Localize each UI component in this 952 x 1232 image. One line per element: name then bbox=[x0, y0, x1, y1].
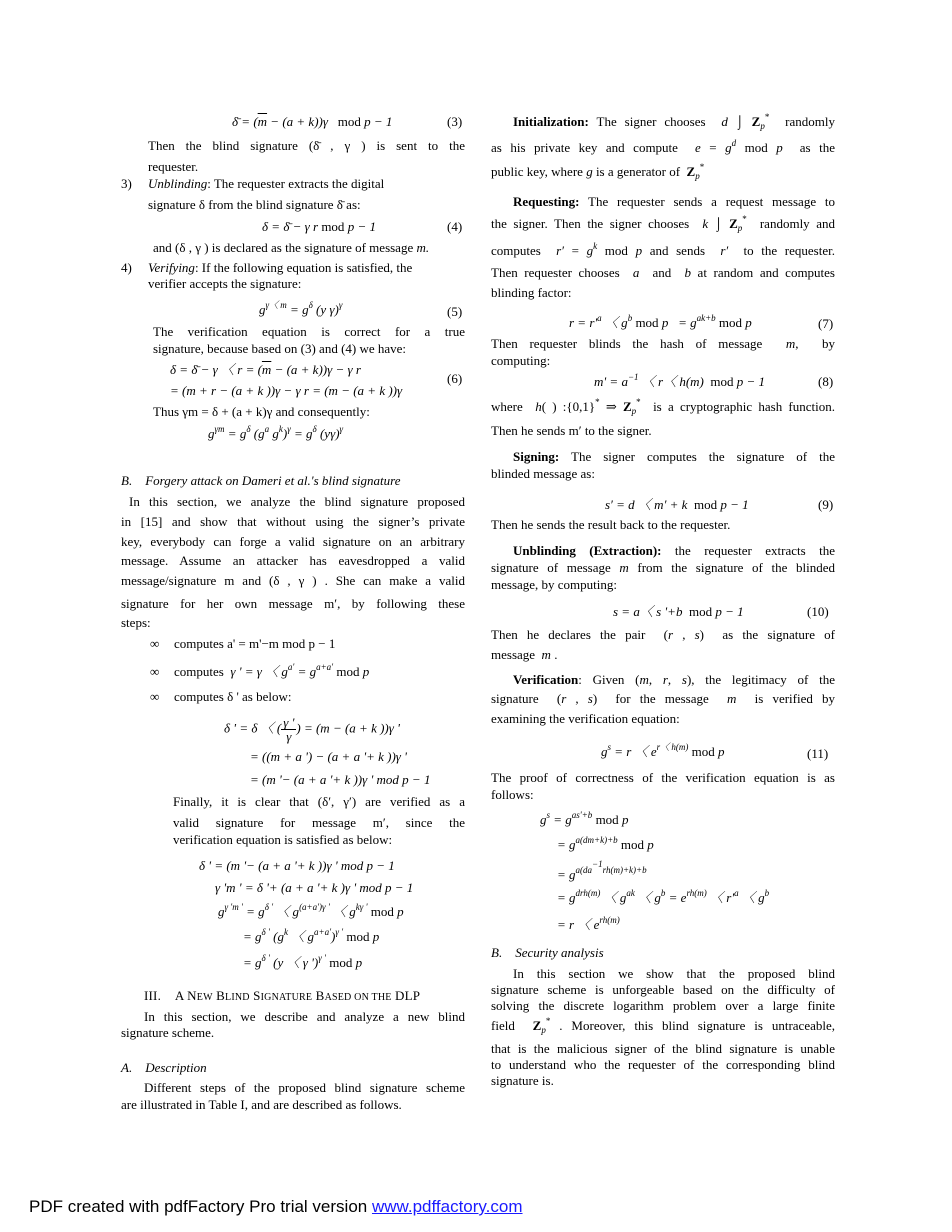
text-line: to understand who the requester of the corresponding blind bbox=[491, 1057, 835, 1072]
text-line: message/signature m and (δ , γ ) . She can make a valid bbox=[121, 573, 465, 588]
text-line: The proof of correctness of the verification equation is as bbox=[491, 770, 835, 785]
footer-text: PDF created with pdfFactory Pro trial version bbox=[29, 1197, 372, 1216]
equation-8: $m' = a^{-1}$ 〈 r〈 h(m) mod p − 1 bbox=[594, 372, 766, 389]
text-line: the requester extracts the bbox=[661, 543, 835, 558]
text-line: signature (r , s) for the message m is verified by bbox=[491, 691, 835, 706]
section-title: Forgery attack on Dameri et al.'s blind signature bbox=[145, 473, 401, 488]
text-line: steps: bbox=[121, 615, 151, 630]
pdf-footer bbox=[29, 1197, 523, 1217]
section-heading-security bbox=[491, 945, 604, 961]
bullet-item: computes δ ' as below: bbox=[174, 689, 292, 704]
proof-line-1: $g^s = g^{as'+b}$ mod p bbox=[540, 810, 629, 827]
equation-3-number: (3) bbox=[447, 114, 463, 129]
equation-final-2: γ 'm ' = δ '+ (a + a '+ k )γ ' mod p − 1 bbox=[215, 880, 414, 895]
text-line: signature, because based on (3) and (4) we have: bbox=[153, 341, 407, 356]
text-line: as his private key and compute $e = g^d$ mod p as the bbox=[491, 138, 835, 155]
paragraph-unblinding bbox=[513, 543, 835, 559]
text-line: Finally, it is clear that (δ′, γ′) are verified as a bbox=[173, 794, 465, 809]
step-label: Requesting: bbox=[513, 194, 580, 209]
text-line: follows: bbox=[491, 787, 534, 802]
text-line: Then the blind signature (δ̄ , γ ) is sent to the bbox=[148, 138, 465, 153]
section-label: B. bbox=[491, 945, 503, 960]
text-line: : If the following equation is satisfied, the bbox=[194, 260, 413, 275]
section-label: A. bbox=[121, 1060, 133, 1075]
pdffactory-link[interactable]: www.pdffactory.com bbox=[371, 1197, 523, 1216]
equation-6b: = (m + r − (a + k ))γ − γ r = (m − (a + k ))γ bbox=[170, 383, 403, 398]
text-var: m. bbox=[416, 240, 430, 255]
list-item-verifying bbox=[148, 260, 412, 276]
text-line: Thus γm = δ + (a + k)γ and consequently: bbox=[153, 404, 370, 419]
text-line: blinded message as: bbox=[491, 466, 595, 481]
text-line: verification equation is satisfied as below: bbox=[173, 832, 393, 847]
paragraph-initialization: Initialization: The signer chooses d ⌡ $Z_p^*$ randomly bbox=[513, 112, 835, 131]
text-line: In this section, we describe and analyze a new blind bbox=[144, 1009, 465, 1024]
text-line: The requester sends a request message to bbox=[579, 194, 835, 209]
text-line: public key, where g is a generator of $Z_p^*$ bbox=[491, 162, 705, 181]
text-line: : The requester extracts the digital bbox=[207, 176, 385, 191]
text-line: solving the discrete logarithm problem over a large finite bbox=[491, 998, 835, 1013]
text-line: signature of message m from the signature of the blinded bbox=[491, 560, 835, 575]
list-item-label: Unblinding bbox=[148, 176, 208, 191]
bullet-icon: ∞ bbox=[150, 689, 160, 704]
text-line: Then requester blinds the hash of message m, by bbox=[491, 336, 835, 351]
equation-6-number: (6) bbox=[447, 371, 463, 386]
equation-7-number: (7) bbox=[818, 316, 834, 331]
text-line: in [15] and show that without using the signer’s private bbox=[121, 514, 465, 529]
text-line: The verification equation is correct for a true bbox=[153, 324, 465, 339]
section-heading-iii: III. A NEW BLIND SIGNATURE BASED ON THE DLP bbox=[144, 988, 421, 1003]
proof-line-3: = $g^{a(da^{-1}rh(m)+k)+b}$ bbox=[557, 859, 647, 882]
equation-delta-1: δ ' = δ 〈 ( $\frac{\gamma '}{\gamma}$ ) = (m − (a + k ))γ ' bbox=[224, 715, 400, 744]
list-item-unblinding bbox=[148, 176, 465, 192]
list-number: 4) bbox=[121, 260, 132, 275]
text-line: and (δ , γ ) is declared as the signature of message bbox=[153, 240, 414, 255]
text-line: message, by computing: bbox=[491, 577, 618, 592]
equation-11: $g^s = r$ 〈 $e^{r〈 h(m)}$ mod p bbox=[601, 742, 725, 759]
text-line: requester. bbox=[148, 159, 199, 174]
equation-final-3: $g^{\gamma 'm '} = g^{\delta '}$ 〈 $g^{(a+a')\gamma '}$ 〈 $g^{k\gamma '}$ mod p bbox=[218, 902, 404, 919]
text-line: the signer. Then the signer chooses k ⌡ $Z_p^*$ randomly and bbox=[491, 214, 835, 233]
text-line: message. Assume an attacker has eavesdropped a valid bbox=[121, 553, 465, 568]
text-line: that is the malicious signer of the blind signature is unable bbox=[491, 1041, 835, 1056]
paragraph-signing bbox=[513, 449, 835, 465]
step-label: Verification bbox=[513, 672, 579, 687]
equation-10-number: (10) bbox=[807, 604, 829, 619]
equation-5-number: (5) bbox=[447, 304, 463, 319]
text-line: valid signature for message m′, since the bbox=[173, 815, 465, 830]
section-number: III. bbox=[144, 988, 162, 1003]
text-line: signature is. bbox=[491, 1073, 554, 1088]
equation-thus: $g^{\gamma m} = g^\delta$ ($g^a$ $g^k)^\gamma = g^\delta$ $(y\gamma)^\gamma$ bbox=[208, 424, 344, 441]
equation-delta-3: = (m '− (a + a '+ k ))γ ' mod p − 1 bbox=[250, 772, 431, 787]
text-line bbox=[153, 240, 429, 256]
text-line: Different steps of the proposed blind signature scheme bbox=[144, 1080, 465, 1095]
text-line: are illustrated in Table I, and are described as follows. bbox=[121, 1097, 402, 1112]
proof-line-4: = $g^{drh(m)}$ 〈 $g^{ak}$ 〈 $g^b = e^{rh(m)}$ 〈 $r'^a$ 〈 $g^b$ bbox=[557, 888, 770, 905]
equation-10: s = a〈 s '+b mod p − 1 bbox=[613, 604, 744, 619]
step-label: Signing: bbox=[513, 449, 560, 464]
text-line: Then requester chooses a and b at random and computes bbox=[491, 265, 835, 280]
bullet-icon: ∞ bbox=[150, 664, 160, 679]
text-line: The signer computes the signature of the bbox=[559, 449, 835, 464]
equation-6a: δ = δ̄ − γ 〈 $r = (\overline{m} - (a + k))\gamma - \gamma$ r bbox=[170, 362, 361, 377]
equation-delta-2: = ((m + a ') − (a + a '+ k ))γ ' bbox=[250, 749, 407, 764]
text-line: where h( ) :{0,1}* ⇒ $Z_p^*$ is a cryptographic hash function. bbox=[491, 397, 835, 416]
text-line: Then he declares the pair (r , s) as the signature of bbox=[491, 627, 836, 642]
equation-final-5: = $g^{\delta '}$ (y 〈 γ ')$^{\gamma '}$ mod p bbox=[243, 953, 363, 970]
equation-8-number: (8) bbox=[818, 374, 834, 389]
list-item-label: Verifying bbox=[148, 260, 195, 275]
proof-line-2: = $g^{a(dm+k)+b}$ mod p bbox=[557, 835, 654, 852]
text-line: verifier accepts the signature: bbox=[148, 276, 302, 291]
equation-9: s′ = d 〈 m′ + k mod p − 1 bbox=[605, 497, 749, 512]
text-line: Then he sends m′ to the signer. bbox=[491, 423, 652, 438]
text-line: signature scheme is unforgeable based on the difficulty of bbox=[491, 982, 835, 997]
list-number: 3) bbox=[121, 176, 132, 191]
equation-5: $g^{\gamma〈 m} = g^\delta$ (y γ)$^\gamma$ bbox=[259, 300, 343, 317]
equation-final-4: = $g^{\delta '}$ ($g^k$ 〈 $g^{a+a'})^{\gamma '}$ mod p bbox=[243, 927, 380, 944]
section-title: Description bbox=[145, 1060, 207, 1075]
equation-final-1: δ ' = (m '− (a + a '+ k ))γ ' mod p − 1 bbox=[199, 858, 395, 873]
paragraph-requesting bbox=[513, 194, 835, 210]
text-line: In this section we show that the proposed blind bbox=[513, 966, 835, 981]
equation-3: δ̄ = $(\overline{m} - (a + k))\gamma$ mod p − 1 bbox=[232, 114, 393, 129]
text-line: signature for her own message m′, by following these bbox=[121, 596, 465, 611]
text-line: examining the verification equation: bbox=[491, 711, 680, 726]
section-title: Security analysis bbox=[515, 945, 604, 960]
equation-4-number: (4) bbox=[447, 219, 463, 234]
bullet-item: computes γ ' = γ 〈 $g^{a'} = g^{a+a'}$ mod p bbox=[174, 662, 370, 679]
text-line: Then he sends the result back to the requester. bbox=[491, 517, 731, 532]
bullet-item: computes a' = m'−m mod p − 1 bbox=[174, 636, 336, 651]
bullet-icon: ∞ bbox=[150, 636, 160, 651]
equation-9-number: (9) bbox=[818, 497, 834, 512]
step-label: Initialization: bbox=[513, 114, 589, 129]
text-line: blinding factor: bbox=[491, 285, 572, 300]
text-line: message m . bbox=[491, 647, 558, 662]
text-line: In this section, we analyze the blind signature proposed bbox=[129, 494, 465, 509]
section-heading-b bbox=[121, 473, 401, 489]
text-line: signature δ from the blind signature δ̄ as: bbox=[148, 197, 361, 212]
proof-line-5: = r 〈 $e^{rh(m)}$ bbox=[557, 915, 620, 932]
text-line: signature scheme. bbox=[121, 1025, 215, 1040]
section-heading-a bbox=[121, 1060, 207, 1076]
text-line: field $Z_p^*$ . Moreover, this blind signature is untraceable, bbox=[491, 1016, 836, 1035]
equation-11-number: (11) bbox=[807, 746, 829, 761]
step-label: Unblinding (Extraction): bbox=[513, 543, 662, 558]
equation-7: $r = r'^a$ 〈 $g^b$ mod $p = g^{ak+b}$ mod p bbox=[569, 313, 752, 330]
equation-4: δ = δ̄ − γ r mod p − 1 bbox=[262, 219, 376, 234]
paragraph-verification: Verification: Given (m, r, s), the legitimacy of the bbox=[513, 672, 836, 687]
text-line: computes $r' = g^k$ mod p and sends r′ to the requester. bbox=[491, 241, 835, 258]
section-label: B. bbox=[121, 473, 133, 488]
text-line: computing: bbox=[491, 353, 551, 368]
text-line: key, everybody can forge a valid signature on an arbitrary bbox=[121, 534, 465, 549]
